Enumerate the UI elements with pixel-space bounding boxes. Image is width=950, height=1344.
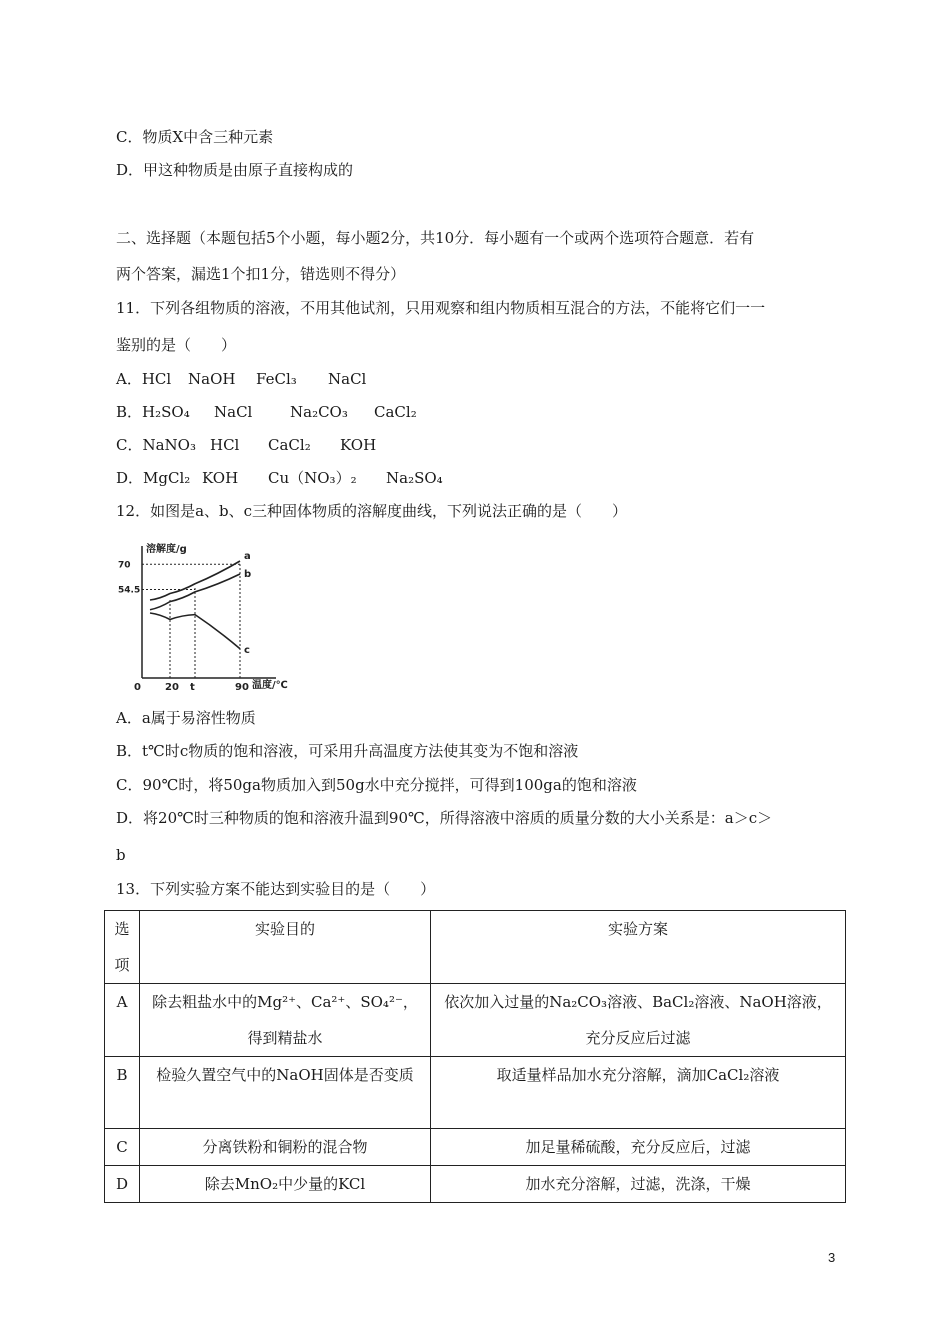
x-tick-label: 20 <box>165 682 179 693</box>
x-axis-label: 温度/℃ <box>252 680 288 691</box>
q11-option-b-item: CaCl₂ <box>374 403 417 421</box>
table-row <box>105 1057 846 1129</box>
x-tick-label: 0 <box>134 682 141 693</box>
q11-option-c-item: HCl <box>210 436 240 454</box>
q13-stem: 13．下列实验方案不能达到实验目的是（ ） <box>116 880 436 898</box>
x-tick-label: t <box>190 682 195 693</box>
table-row <box>105 1129 846 1166</box>
table-cell-plan: 取适量样品加水充分溶解，滴加CaCl₂溶液 <box>431 1057 846 1129</box>
table-header-row <box>105 911 846 984</box>
series-label: b <box>244 569 252 580</box>
experiment-table <box>104 910 846 1203</box>
table-cell-key: A <box>105 984 140 1057</box>
q12-option-d-line2: b <box>116 846 126 864</box>
y-tick-label: 54.5 <box>118 585 141 596</box>
table-header-cell: 实验目的 <box>140 911 431 984</box>
q12-stem: 12．如图是a、b、c三种固体物质的溶解度曲线，下列说法正确的是（ ） <box>116 502 628 520</box>
table-cell-purpose: 检验久置空气中的NaOH固体是否变质 <box>140 1057 431 1129</box>
q11-option-c-item: CaCl₂ <box>268 436 311 454</box>
series-label: a <box>244 551 251 562</box>
table-row <box>105 984 846 1057</box>
chart-ticks <box>118 560 252 693</box>
table-cell-key: B <box>105 1057 140 1129</box>
q12-option-d-line1: D．将20℃时三种物质的饱和溶液升温到90℃，所得溶液中溶质的质量分数的大小关系是：a＞c＞ <box>116 809 773 827</box>
table-cell-plan: 加足量稀硫酸，充分反应后，过滤 <box>431 1129 846 1166</box>
q11-stem-line2: 鉴别的是（ ） <box>116 336 237 354</box>
q11-option-c-item: KOH <box>340 436 377 454</box>
q11-option-c-label: C．NaNO₃ <box>116 436 196 454</box>
y-axis-label: 溶解度/g <box>146 544 187 555</box>
q12-option-a: A．a属于易溶性物质 <box>116 709 256 727</box>
q11-option-d-label: D．MgCl₂ <box>116 469 191 487</box>
table-cell-plan: 加水充分溶解，过滤，洗涤，干燥 <box>431 1166 846 1203</box>
q11-option-b-item: NaCl <box>214 403 253 421</box>
prev-option-d: D．甲这种物质是由原子直接构成的 <box>116 161 354 179</box>
table-cell-purpose: 除去MnO₂中少量的KCl <box>140 1166 431 1203</box>
table-header-cell: 选项 <box>105 911 140 984</box>
q11-option-a-item: NaCl <box>328 370 367 388</box>
table-row <box>105 1166 846 1203</box>
q11-option-d-item: KOH <box>202 469 239 487</box>
section2-header-line1: 二、选择题（本题包括5个小题，每小题2分，共10分．每小题有一个或两个选项符合题意．若有 <box>116 229 755 247</box>
table-cell-key: D <box>105 1166 140 1203</box>
x-tick-label: 90 <box>235 682 249 693</box>
q11-stem-line1: 11．下列各组物质的溶液，不用其他试剂，只用观察和组内物质相互混合的方法，不能将它们一一 <box>116 299 766 317</box>
solubility-curve-chart <box>116 538 306 693</box>
series-line-c <box>150 613 240 649</box>
page-number: 3 <box>828 1250 836 1265</box>
chart-series <box>150 551 251 656</box>
q11-option-a-item: FeCl₃ <box>256 370 297 388</box>
q11-option-a-item: NaOH <box>188 370 236 388</box>
q11-option-d-item: Na₂SO₄ <box>386 469 443 487</box>
table-header-cell: 实验方案 <box>431 911 846 984</box>
q11-option-d-item: Cu（NO₃）₂ <box>268 469 357 487</box>
series-label: c <box>244 644 250 656</box>
table-cell-purpose: 除去粗盐水中的Mg²⁺、Ca²⁺、SO₄²⁻，得到精盐水 <box>140 984 431 1057</box>
prev-option-c: C．物质X中含三种元素 <box>116 128 274 146</box>
q12-option-b: B．t℃时c物质的饱和溶液，可采用升高温度方法使其变为不饱和溶液 <box>116 742 579 760</box>
table-cell-plan: 依次加入过量的Na₂CO₃溶液、BaCl₂溶液、NaOH溶液，充分反应后过滤 <box>431 984 846 1057</box>
q11-option-a-label: A．HCl <box>116 370 172 388</box>
y-tick-label: 70 <box>118 560 131 571</box>
section2-header-line2: 两个答案，漏选1个扣1分，错选则不得分） <box>116 265 406 283</box>
table-cell-key: C <box>105 1129 140 1166</box>
table-cell-purpose: 分离铁粉和铜粉的混合物 <box>140 1129 431 1166</box>
q11-option-b-item: Na₂CO₃ <box>290 403 348 421</box>
q11-option-b-label: B．H₂SO₄ <box>116 403 190 421</box>
q12-option-c: C．90℃时，将50ga物质加入到50g水中充分搅拌，可得到100ga的饱和溶液 <box>116 776 637 794</box>
